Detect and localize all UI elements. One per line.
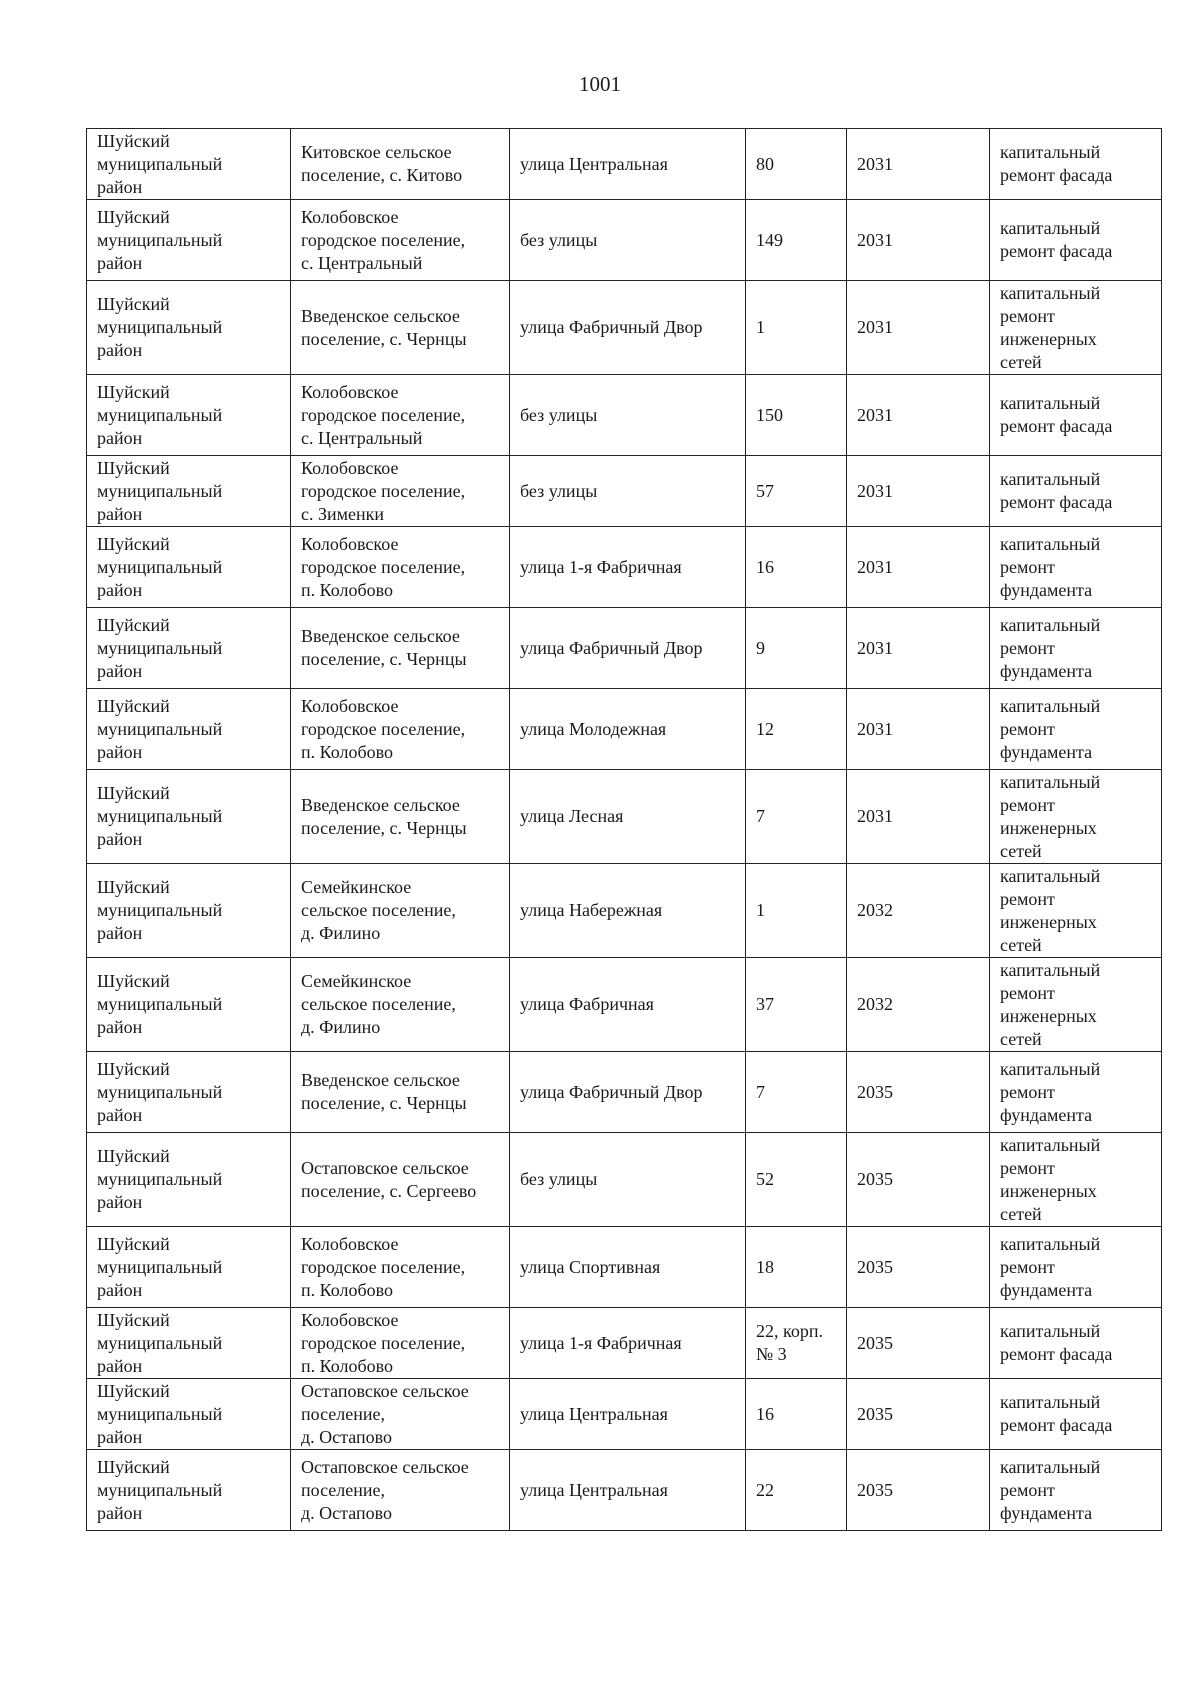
cell-work: капитальный ремонт фасада [990, 375, 1162, 456]
cell-house: 16 [746, 1379, 847, 1450]
cell-house: 150 [746, 375, 847, 456]
cell-year: 2035 [847, 1227, 990, 1308]
cell-year: 2031 [847, 281, 990, 375]
cell-house: 37 [746, 958, 847, 1052]
cell-year: 2031 [847, 689, 990, 770]
cell-street: улица Центральная [510, 1450, 746, 1531]
cell-settlement: Введенское сельское поселение, с. Чернцы [291, 281, 510, 375]
cell-district: Шуйский муниципальный район [87, 456, 291, 527]
cell-work: капитальный ремонт фундамента [990, 1450, 1162, 1531]
cell-district: Шуйский муниципальный район [87, 375, 291, 456]
table-row [87, 527, 1162, 608]
cell-settlement: Колобовское городское поселение, п. Колобово [291, 1227, 510, 1308]
cell-district: Шуйский муниципальный район [87, 281, 291, 375]
cell-street: без улицы [510, 375, 746, 456]
cell-house: 9 [746, 608, 847, 689]
cell-year: 2031 [847, 608, 990, 689]
cell-work: капитальный ремонт инженерных сетей [990, 864, 1162, 958]
cell-house: 22, корп. № 3 [746, 1308, 847, 1379]
cell-settlement: Семейкинское сельское поселение, д. Филино [291, 958, 510, 1052]
cell-work: капитальный ремонт инженерных сетей [990, 958, 1162, 1052]
cell-year: 2031 [847, 770, 990, 864]
cell-street: улица Фабричный Двор [510, 608, 746, 689]
cell-house: 52 [746, 1133, 847, 1227]
cell-house: 7 [746, 1052, 847, 1133]
cell-year: 2035 [847, 1450, 990, 1531]
cell-district: Шуйский муниципальный район [87, 1308, 291, 1379]
cell-street: улица Центральная [510, 1379, 746, 1450]
cell-district: Шуйский муниципальный район [87, 770, 291, 864]
cell-house: 1 [746, 864, 847, 958]
cell-street: улица Набережная [510, 864, 746, 958]
cell-work: капитальный ремонт инженерных сетей [990, 770, 1162, 864]
cell-district: Шуйский муниципальный район [87, 1227, 291, 1308]
cell-work: капитальный ремонт фундамента [990, 608, 1162, 689]
cell-street: улица Фабричный Двор [510, 281, 746, 375]
cell-settlement: Колобовское городское поселение, с. Центральный [291, 200, 510, 281]
cell-district: Шуйский муниципальный район [87, 689, 291, 770]
cell-house: 1 [746, 281, 847, 375]
cell-house: 12 [746, 689, 847, 770]
cell-house: 18 [746, 1227, 847, 1308]
cell-street: улица Фабричная [510, 958, 746, 1052]
table-row [87, 281, 1162, 375]
cell-street: без улицы [510, 1133, 746, 1227]
cell-year: 2031 [847, 456, 990, 527]
cell-work: капитальный ремонт фасада [990, 1308, 1162, 1379]
cell-house: 22 [746, 1450, 847, 1531]
cell-work: капитальный ремонт фундамента [990, 1227, 1162, 1308]
table-row [87, 1227, 1162, 1308]
cell-house: 16 [746, 527, 847, 608]
cell-work: капитальный ремонт инженерных сетей [990, 281, 1162, 375]
table-row [87, 375, 1162, 456]
cell-street: без улицы [510, 456, 746, 527]
cell-work: капитальный ремонт фасада [990, 129, 1162, 200]
cell-settlement: Семейкинское сельское поселение, д. Филино [291, 864, 510, 958]
cell-year: 2032 [847, 958, 990, 1052]
cell-settlement: Китовское сельское поселение, с. Китово [291, 129, 510, 200]
cell-year: 2035 [847, 1379, 990, 1450]
table-row [87, 958, 1162, 1052]
cell-settlement: Колобовское городское поселение, с. Зименки [291, 456, 510, 527]
cell-district: Шуйский муниципальный район [87, 608, 291, 689]
cell-work: капитальный ремонт инженерных сетей [990, 1133, 1162, 1227]
cell-work: капитальный ремонт фасада [990, 1379, 1162, 1450]
cell-street: улица Центральная [510, 129, 746, 200]
cell-year: 2031 [847, 200, 990, 281]
cell-year: 2035 [847, 1052, 990, 1133]
table-row [87, 689, 1162, 770]
cell-settlement: Остаповское сельское поселение, с. Сергеево [291, 1133, 510, 1227]
cell-settlement: Колобовское городское поселение, п. Колобово [291, 527, 510, 608]
cell-year: 2035 [847, 1133, 990, 1227]
cell-work: капитальный ремонт фасада [990, 200, 1162, 281]
table-row [87, 129, 1162, 200]
cell-district: Шуйский муниципальный район [87, 1450, 291, 1531]
cell-work: капитальный ремонт фасада [990, 456, 1162, 527]
table-row [87, 1450, 1162, 1531]
cell-street: улица 1-я Фабричная [510, 1308, 746, 1379]
table-row [87, 1308, 1162, 1379]
cell-street: улица 1-я Фабричная [510, 527, 746, 608]
cell-district: Шуйский муниципальный район [87, 1133, 291, 1227]
cell-house: 149 [746, 200, 847, 281]
cell-settlement: Колобовское городское поселение, п. Колобово [291, 689, 510, 770]
cell-street: улица Молодежная [510, 689, 746, 770]
buildings-table [86, 128, 1162, 1531]
cell-settlement: Введенское сельское поселение, с. Чернцы [291, 608, 510, 689]
table-row [87, 1133, 1162, 1227]
cell-district: Шуйский муниципальный район [87, 864, 291, 958]
cell-year: 2035 [847, 1308, 990, 1379]
table-row [87, 770, 1162, 864]
cell-settlement: Остаповское сельское поселение, д. Остапово [291, 1379, 510, 1450]
cell-year: 2032 [847, 864, 990, 958]
cell-work: капитальный ремонт фундамента [990, 1052, 1162, 1133]
table-row [87, 1052, 1162, 1133]
cell-district: Шуйский муниципальный район [87, 1052, 291, 1133]
table-body [87, 129, 1162, 1531]
cell-street: улица Лесная [510, 770, 746, 864]
cell-district: Шуйский муниципальный район [87, 129, 291, 200]
table-row [87, 200, 1162, 281]
cell-district: Шуйский муниципальный район [87, 527, 291, 608]
cell-street: улица Спортивная [510, 1227, 746, 1308]
cell-street: улица Фабричный Двор [510, 1052, 746, 1133]
table-row [87, 864, 1162, 958]
page-number: 1001 [579, 72, 621, 96]
cell-district: Шуйский муниципальный район [87, 1379, 291, 1450]
cell-settlement: Колобовское городское поселение, п. Колобово [291, 1308, 510, 1379]
cell-district: Шуйский муниципальный район [87, 958, 291, 1052]
cell-year: 2031 [847, 375, 990, 456]
cell-house: 7 [746, 770, 847, 864]
cell-settlement: Колобовское городское поселение, с. Центральный [291, 375, 510, 456]
cell-settlement: Остаповское сельское поселение, д. Остапово [291, 1450, 510, 1531]
cell-settlement: Введенское сельское поселение, с. Чернцы [291, 1052, 510, 1133]
cell-house: 80 [746, 129, 847, 200]
cell-settlement: Введенское сельское поселение, с. Чернцы [291, 770, 510, 864]
cell-work: капитальный ремонт фундамента [990, 689, 1162, 770]
cell-year: 2031 [847, 129, 990, 200]
cell-year: 2031 [847, 527, 990, 608]
table-row [87, 456, 1162, 527]
table-row [87, 608, 1162, 689]
table-row [87, 1379, 1162, 1450]
cell-house: 57 [746, 456, 847, 527]
cell-work: капитальный ремонт фундамента [990, 527, 1162, 608]
cell-district: Шуйский муниципальный район [87, 200, 291, 281]
cell-street: без улицы [510, 200, 746, 281]
